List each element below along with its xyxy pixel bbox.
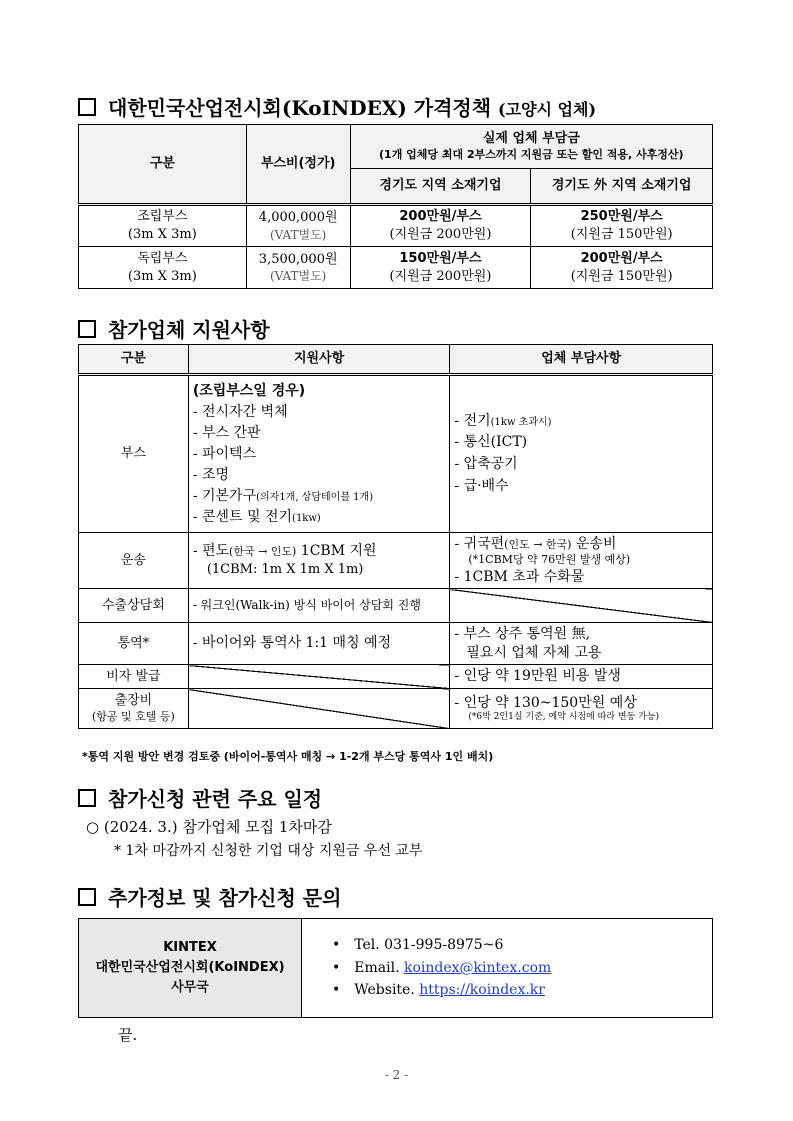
checkbox-square-icon: [78, 888, 96, 906]
booth-support-head: (조립부스일 경우): [192, 382, 306, 399]
transport-burden-extra: - 1CBM 초과 수화물: [454, 568, 585, 585]
table-row: [79, 623, 713, 665]
schedule-item: ○ (2024. 3.) 참가업체 모집 1차마감: [86, 818, 332, 836]
list-item: - 급·배수: [454, 477, 509, 494]
booth-type-cell: [79, 205, 247, 247]
header-actual-cost: [350, 125, 712, 169]
list-item: - 전시자간 벽체: [192, 403, 288, 420]
booth-type: 조립부스: [137, 209, 188, 225]
gyeonggi-cost: 200만원/부스: [399, 209, 482, 225]
header-actual-cost-note: (1개 업체당 최대 2부스까지 지원금 또는 할인 적용, 사후정산): [379, 147, 684, 161]
section-title-text: 참가업체 지원사항: [108, 318, 270, 342]
transport-burden-cell: [450, 533, 713, 589]
contact-list: [302, 919, 551, 1017]
interpret-burden-cell: [450, 623, 713, 665]
booth-support-cell: [188, 375, 450, 533]
table-row: [79, 665, 713, 689]
booth-size: (3m X 3m): [127, 268, 197, 284]
booth-burden-cell: [450, 375, 713, 533]
meeting-burden-empty: [450, 589, 713, 623]
checkbox-square-icon: [78, 320, 96, 338]
transport-burden-note: (*1CBM당 약 76만원 발생 예상): [468, 553, 631, 567]
org-name-line: 대한민국산업전시회(KoINDEX): [95, 959, 285, 975]
end-mark: 끝.: [118, 1026, 138, 1044]
email-link[interactable]: koindex@kintex.com: [403, 959, 552, 976]
item-main: - 기본가구: [192, 487, 257, 504]
table-row: [79, 533, 713, 589]
header-outside-gyeonggi: 경기도 外 지역 소재기업: [531, 169, 713, 205]
outside-support: (지원금 150만원): [570, 227, 673, 242]
support-table: [78, 344, 713, 729]
transport-support-line: [193, 542, 446, 561]
checkbox-square-icon: [78, 789, 96, 807]
header-booth-fee: 부스비(정가): [246, 125, 350, 205]
section-support-title: [78, 314, 270, 343]
visa-burden: - 인당 약 19만원 비용 발생: [450, 665, 713, 689]
section-price-policy-title: [78, 92, 596, 121]
table-row: [79, 589, 713, 623]
gyeonggi-cost: 150만원/부스: [399, 250, 482, 266]
item-main: - 콘센트 및 전기: [192, 508, 293, 525]
text: 운송비: [571, 536, 617, 553]
gyeonggi-cost-cell: [350, 247, 531, 289]
header-category: 구분: [79, 345, 189, 375]
interpretation-note: *통역 지원 방안 변경 검토중 (바이어-통역사 매칭 → 1-2개 부스당 통역사 1인 배치): [82, 750, 494, 763]
item-main: - 전기: [454, 412, 491, 429]
booth-type: 독립부스: [137, 250, 188, 266]
schedule-subitem: * 1차 마감까지 신청한 기업 대상 지원금 우선 교부: [114, 843, 423, 859]
outside-cost-cell: [531, 247, 713, 289]
header-support: 지원사항: [188, 345, 450, 375]
row-label-transport: 운송: [79, 533, 189, 589]
table-row: [79, 689, 713, 729]
travel-label-note: (항공 및 호텔 등): [91, 709, 175, 723]
section-contact-title: [78, 882, 341, 911]
travel-label: 출장비: [114, 693, 153, 709]
row-label-meeting: 수출상담회: [79, 589, 189, 623]
text: 1CBM 지원: [296, 543, 377, 560]
booth-price-cell: [246, 247, 350, 289]
booth-size: (3m X 3m): [127, 227, 197, 242]
transport-support-cell: [188, 533, 450, 589]
transport-support-detail: (1CBM: 1m X 1m X 1m): [206, 562, 364, 578]
item-note: (1kw): [292, 512, 321, 524]
booth-type-cell: [79, 247, 247, 289]
contact-box: [78, 918, 713, 1018]
meeting-support: - 워크인(Walk-in) 방식 바이어 상담회 진행: [188, 589, 450, 623]
list-item: - 조명: [192, 466, 230, 483]
outside-cost: 250만원/부스: [580, 209, 663, 225]
outside-support: (지원금 150만원): [570, 268, 673, 284]
travel-support-empty: [188, 689, 450, 729]
list-item: [454, 411, 708, 433]
website-label: Website.: [354, 982, 420, 999]
section-schedule-title: [78, 783, 322, 812]
row-label-booth: 부스: [79, 375, 189, 533]
page-number: - 2 -: [384, 1068, 409, 1082]
header-actual-cost-label: 실제 업체 부담금: [482, 131, 580, 147]
section-title-text: 대한민국산업전시회(KoINDEX) 가격정책: [108, 96, 492, 120]
vat-note: (VAT별도): [269, 227, 327, 242]
header-gyeonggi: 경기도 지역 소재기업: [350, 169, 531, 205]
price-policy-table: [78, 124, 713, 289]
outside-cost-cell: [531, 205, 713, 247]
route: (인도 → 한국): [504, 538, 572, 552]
booth-price: 4,000,000원: [258, 210, 338, 226]
outside-cost: 200만원/부스: [580, 250, 663, 266]
list-item: - 압축공기: [454, 456, 518, 472]
interpret-burden-line: 필요시 업체 자체 고용: [466, 644, 602, 661]
contact-tel: • Tel. 031-995-8975~6: [332, 934, 551, 956]
list-item: [193, 507, 446, 528]
table-row: [79, 205, 713, 247]
gyeonggi-support: (지원금 200만원): [389, 268, 492, 284]
list-item: - 파이텍스: [192, 445, 257, 462]
travel-burden-cell: [450, 689, 713, 729]
list-item: [193, 486, 446, 507]
text: - 편도: [192, 543, 230, 560]
section-title-text: 추가정보 및 참가신청 문의: [108, 886, 342, 910]
interpret-burden-line: - 부스 상주 통역원 無,: [454, 625, 591, 642]
gyeonggi-support: (지원금 200만원): [389, 227, 492, 242]
header-category: 구분: [79, 125, 247, 205]
vat-note: (VAT별도): [269, 269, 327, 284]
row-label-interpret: 통역*: [79, 623, 189, 665]
travel-burden-note: (*6박 2인1실 기준, 예약 시점에 따라 변동 가능): [468, 711, 660, 722]
email-label: Email.: [354, 959, 404, 976]
visa-support-empty: [188, 665, 450, 689]
section-subtitle: (고양시 업체): [498, 100, 597, 119]
table-row: [79, 375, 713, 533]
contact-email: [332, 957, 551, 979]
list-item: - 부스 간판: [192, 424, 261, 441]
org-name-line: 사무국: [171, 980, 209, 996]
gyeonggi-cost-cell: [350, 205, 531, 247]
table-row: [79, 247, 713, 289]
list-item: - 통신(ICT): [454, 434, 528, 451]
booth-price-cell: [246, 205, 350, 247]
website-link[interactable]: https://koindex.kr: [419, 982, 545, 999]
contact-website: [332, 979, 551, 1001]
item-note: (의자1개, 상담테이블 1개): [256, 491, 374, 503]
travel-burden-line: - 인당 약 130~150만원 예상: [454, 694, 637, 711]
transport-burden-line: [454, 535, 708, 553]
row-label-travel: [79, 689, 189, 729]
org-name-line: KINTEX: [163, 939, 217, 955]
text: - 귀국편: [454, 536, 505, 553]
section-title-text: 참가신청 관련 주요 일정: [108, 787, 323, 811]
booth-price: 3,500,000원: [258, 251, 338, 267]
header-burden: 업체 부담사항: [450, 345, 713, 375]
row-label-visa: 비자 발급: [79, 665, 189, 689]
contact-organization: [79, 919, 302, 1017]
route: (한국 → 인도): [229, 545, 297, 559]
checkbox-square-icon: [78, 98, 96, 116]
item-note: (1kw 초과시): [490, 416, 552, 428]
interpret-support: - 바이어와 통역사 1:1 매칭 예정: [188, 623, 450, 665]
